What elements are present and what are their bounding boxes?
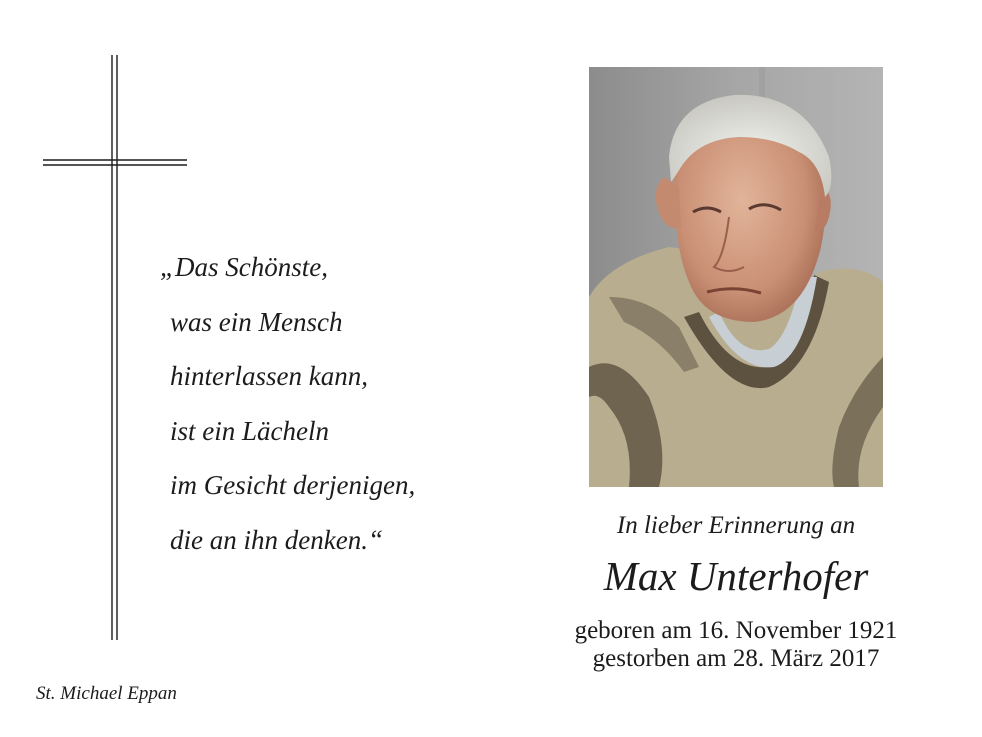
quote-line: hinterlassen kann, bbox=[170, 361, 368, 391]
birth-date: geboren am 16. November 1921 bbox=[574, 617, 898, 644]
parish-name: St. Michael Eppan bbox=[36, 683, 177, 704]
quote-line: die an ihn denken.“ bbox=[170, 524, 383, 555]
quote-line: ist ein Lächeln bbox=[170, 415, 329, 446]
quote-line: was ein Mensch bbox=[170, 306, 343, 337]
memorial-intro: In lieber Erinnerung an bbox=[616, 512, 856, 539]
deceased-name: Max Unterhofer bbox=[603, 553, 869, 599]
memorial-quote bbox=[160, 240, 415, 567]
portrait-photo bbox=[589, 67, 883, 487]
quote-line: „Das Schönste, bbox=[160, 252, 328, 282]
death-date: gestorben am 28. März 2017 bbox=[592, 645, 880, 672]
quote-line: im Gesicht derjenigen, bbox=[170, 470, 416, 500]
